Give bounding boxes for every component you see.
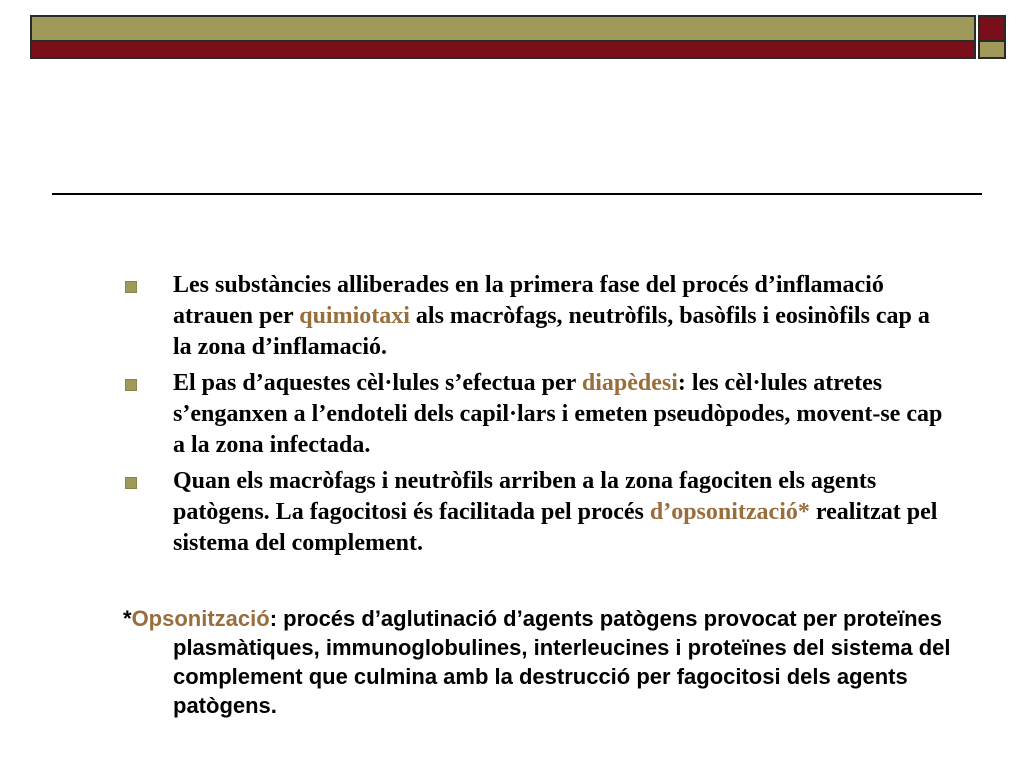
maroon-square bbox=[978, 15, 1006, 42]
footnote-definition: : procés d’aglutinació d’agents patògens provocat per proteïnes plasmàtiques, immunoglobulines, interleucines i proteïnes del sistema del complement que culmina amb la destrucció per fagocitosi dels agents patògens. bbox=[173, 606, 951, 718]
olive-band bbox=[30, 15, 976, 42]
bullet-item-quimiotaxi bbox=[125, 270, 945, 363]
highlight-term: quimiotaxi bbox=[299, 303, 410, 329]
square-bullet-icon bbox=[125, 477, 137, 489]
title-decoration-bar bbox=[30, 15, 1006, 60]
olive-square bbox=[978, 42, 1006, 59]
square-bullet-icon bbox=[125, 281, 137, 293]
bullet-item-fagocitosi bbox=[125, 466, 945, 559]
bullet-text: als macròfags, neutròfils, basòfils i eosinòfils cap a la zona d’inflamació. bbox=[173, 303, 930, 360]
bullet-text: El pas d’aquestes cèl·lules s’efectua per bbox=[173, 370, 582, 396]
bullet-text: : les cèl·lules atretes s’enganxen a l’endoteli dels capil·lars i emeten pseudòpodes, movent-se cap a la zona infectada. bbox=[173, 370, 943, 458]
highlight-term: diapèdesi bbox=[581, 370, 678, 396]
bullet-text: Les substàncies alliberades en la primera fase del procés d’inflamació atrauen per bbox=[173, 272, 884, 329]
bullet-item-diapedesi bbox=[125, 368, 945, 461]
title-divider bbox=[52, 193, 982, 195]
footnote-term: Opsonització bbox=[131, 606, 270, 631]
highlight-term: d’opsonització* bbox=[649, 499, 810, 525]
bullet-text: Quan els macròfags i neutròfils arriben a la zona fagociten els agents patògens. La fagocitosi és facilitada pel procés bbox=[173, 468, 877, 525]
opsonitzacio-footnote bbox=[123, 604, 973, 720]
bullet-text: realitzat pel sistema del complement. bbox=[173, 499, 938, 556]
bullet-list bbox=[125, 270, 945, 564]
square-bullet-icon bbox=[125, 379, 137, 391]
footnote-asterisk: * bbox=[123, 606, 132, 631]
maroon-band bbox=[30, 42, 976, 59]
